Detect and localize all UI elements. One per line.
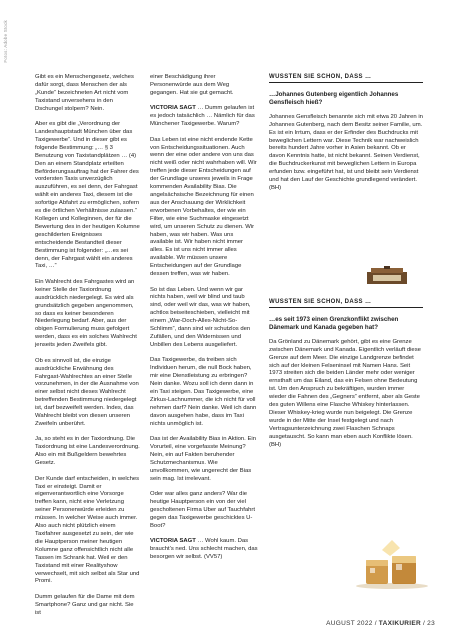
fact-box-text: Da Grönland zu Dänemark gehört, gibt es eine Grenze zwischen Dänemark und Kanada. Eigentlich verläuft diese Grenze auf dem Meer. Die einzige Landgrenze befindet sich auf der kleinen Felseninsel mit Namen Hans. Seit 1973 streiten sich die beiden Länder mehr oder weniger ernsthaft um das Eiland, das ein Felsen ohne Bedeutung ist. Um den Anspruch zu bekräftigen, wurden immer wieder die Fahnen des „Gegners“ entfernt, aber als Geste des guten Willens eine Flasche Whiskey hinterlassen. Dieser Whiskey-krieg wurde nun beigelegt. Die Grenze wurde in der Mitte der Insel festgelegt und nach Vertragsunterzeichnung zwei Flaschen Schnaps ausgetauscht. So kann man eben auch Konflikte lösen. (BH) [269, 338, 421, 448]
issue-date: AUGUST 2022 [326, 620, 373, 627]
paragraph: Ein Wahlrecht des Fahrgastes wird an keiner Stelle der Taxiordnung ausdrücklich niedergelegt. Es wird als grundsätzlich gegeben angenommen, so dass es keiner besonderen Niederlegung bedarf. Aber, aus der obigen Formulierung muss gefolgert werden, dass es ein solches Wahlrecht jenseits jeden Zweifels gibt. [35, 278, 137, 349]
paragraph: Gibt es ein Menschengesetz, welches dafür sorgt, dass Menschen der als „Kunde“ bezeichneten Art nicht vom Taxistand unversehens in den Dschungel stolpern? Nein. [35, 74, 134, 112]
article-column-1 [35, 74, 140, 625]
paragraph-victoria-sagt: VICTORIA SAGT … Wohl kaum. Das braucht’s ned. Uns schlecht machen, das besorgen wir selbst. (VV57) [150, 538, 258, 561]
paragraph: einer Beschädigung ihrer Personenwürde aus dem Weg gegangen. Hat sie gut gemacht. [150, 74, 234, 96]
paragraph: Das Taxigewerbe, da treiben sich Individuen herum, die null Bock haben, mir eine Dienstleistung zu erbringen? Nein danke. Wozu soll ich denn dann in ein Taxi steigen. Das Taxigewerbe, eine Zirkus-Lachnummer, die ich nicht für voll nehmen darf? Nein danke. Weil ich dann davon ausgehen habe, dass im Taxi nichts unmöglich ist. [150, 357, 257, 427]
paragraph: Der Kunde darf entscheiden, in welches Taxi er einsteigt. Damit er eigenverantwortlich eine Vorsorge treffen kann, nicht eine Verletzung seiner Personenwürde erleiden zu müssen. In welcher Weise auch immer. Also auch nicht plützlich einem Taxifahrer ausgesetzt zu sein, der wie die Hauptperson meiner heutigen Kolumne ganz offensichtlich nicht alle Tassen im Schrank hat. Weil er den Taxistand mit einer Realityshow verwechselt, mit sich selbst als Star und Promi. [35, 475, 140, 585]
fact-box-heading: WUSSTEN SIE SCHON, DASS … [269, 299, 423, 308]
fact-box-gutenberg [269, 74, 423, 193]
page-number: 23 [427, 620, 435, 627]
paragraph: Ja, so steht es in der Taxiordnung. Die Taxiordnung ist eine Landesverordnung. Also ein mit Bußgeldern bewehrtes Gesetz. [35, 436, 140, 467]
page-footer: AUGUST 2022 / TAXIKURIER / 23 [326, 620, 435, 627]
whisky-glasses-icon [352, 540, 430, 590]
article-column-2 [150, 74, 258, 570]
paragraph: Aber es gibt die „Verordnung der Landeshauptstadt München über das Taxigewerbe“. Und in dieser gibt es folgende Bestimmung: „… § 3 Benutzung von Taxistandplätzen … (4) Den an einem Standplatz erteilten Beförderungsauftrag hat der Fahrer des vordersten Taxis unverzüglich auszuführen, es sei denn, der Fahrgast wählt ein anderes Taxi, diesem ist die sofortige Abfahrt zu ermöglichen, sofern es die örtlichen Verhältnisse zulassen.“ Kollegen und Kolleginnen, der für die Bewertung des in der heutigen Kolumne geschilderten Ereignisses entscheidende Bestandteil dieser Bestimmung ist folgender: „…es sei denn, der Fahrgast wählt ein anderes Taxi, …“ [35, 121, 140, 270]
paragraph-victoria-sagt: VICTORIA SAGT … Dumm gelaufen ist es jedoch tatsächlich … Nämlich für das Münchener Taxigewerbe. Warum? [150, 105, 255, 128]
fact-box-text: Johannes Gensfleisch benannte sich mit etwa 20 Jahren in Johannes Gutenberg, nach dem Besitz seiner Familie, um. Es ist ein Irrtum, dass er der Erfinder des Buchdrucks mit beweglichen Lettern war. Diese Technik war nachweislich bereits hundert Jahre vorher in Asien bekannt. Ob er davon Kenntnis hatte, ist nicht bekannt. Seinen Verdienst, die Buchdruckerkunst mit beweglichen Lettern in Europa erfunden bzw. eingeführt hat, ist und bleibt sein Verdienst und hat den Lauf der Geschichte grundlegend verändert. (BH) [269, 113, 423, 191]
fact-box-heading: WUSSTEN SIE SCHON, DASS … [269, 74, 423, 83]
paragraph: Das Leben ist eine nicht endende Kette von Entscheidungssituationen. Auch wenn der eine oder andere von uns das nicht weiß oder nicht wahrhaben will. Wir treffen jede dieser Entscheidungen auf der Grundlage unseres jeweils in Frage kommenden Availability Bias. Die angelsächsische Bezeichnung für einen aus der Anschauung der Wirklichkeit erworbenen Vorbehaltes, der wie ein Filter, wie eine Suchmaske eingesetzt wird, um unseren Schutz zu dienen. Wir haben, was wir haben. Was uns available ist. Wir haben nicht immer alles. Es ist uns nicht immer alles available. Wir müssen unsere Entscheidungen auf der Grundlage dessen treffen, was wir haben. [150, 136, 257, 278]
paragraph: Dumm gelaufen für die Dame mit dem Smartphone? Ganz und gar nicht. Sie ist [35, 593, 135, 616]
paragraph: Oder war alles ganz anders? War die heutige Hauptperson ein von der viel gescholtenen Firma Uber auf Tauchfahrt gegen das Taxigewerbe geschicktes U-Boot? [150, 491, 255, 529]
fact-box-denmark-canada [269, 299, 423, 450]
fact-box-question: …Johannes Gutenberg eigentlich Johannes Gensfleisch hieß? [269, 91, 399, 107]
paragraph: So ist das Leben. Und wenn wir gar nichts haben, weil wir blind und taub sind, oder weil wir das, was wir haben, achtlos beiseiteschieben, vielleicht mit einem „War-Doch-Alles-Nicht-So-Schlimm“, dann sind wir schutzlos den Zufällen, und den Widernissen und Unbillen des Lebens ausgeliefert. [150, 286, 251, 348]
fact-box-question: …es seit 1973 einen Grenzkonflikt zwischen Dänemark und Kanada gegeben hat? [269, 316, 399, 332]
magazine-name: TAXIKURIER [378, 620, 422, 627]
paragraph: Das ist der Availability Bias in Aktion. Ein Vorurteil, eine vorgefasste Meinung? Nein, ein auf Fakten beruhender Schutzmechanismus. Wie unvollkommen, wie ungerecht der Bias sein mag. Ist irrelevant. [150, 436, 256, 482]
paragraph: Ob es sinnvoll ist, die einzige ausdrückliche Erwähnung des Fahrgast-Wahlrechtes an einer Stelle vorzunehmen, in der die Ausnahme von einer selbst nicht dieses Wahlrecht betreffenden Bestimmung niedergelegt ist, darf bezweifelt werden. Indes, das Wahlrecht bleibt von diesen unseren Zweifeln unberührt. [35, 357, 139, 427]
photo-credit: Fotos: Adobe Stock [3, 20, 8, 63]
printing-press-illustration-icon [269, 266, 423, 286]
